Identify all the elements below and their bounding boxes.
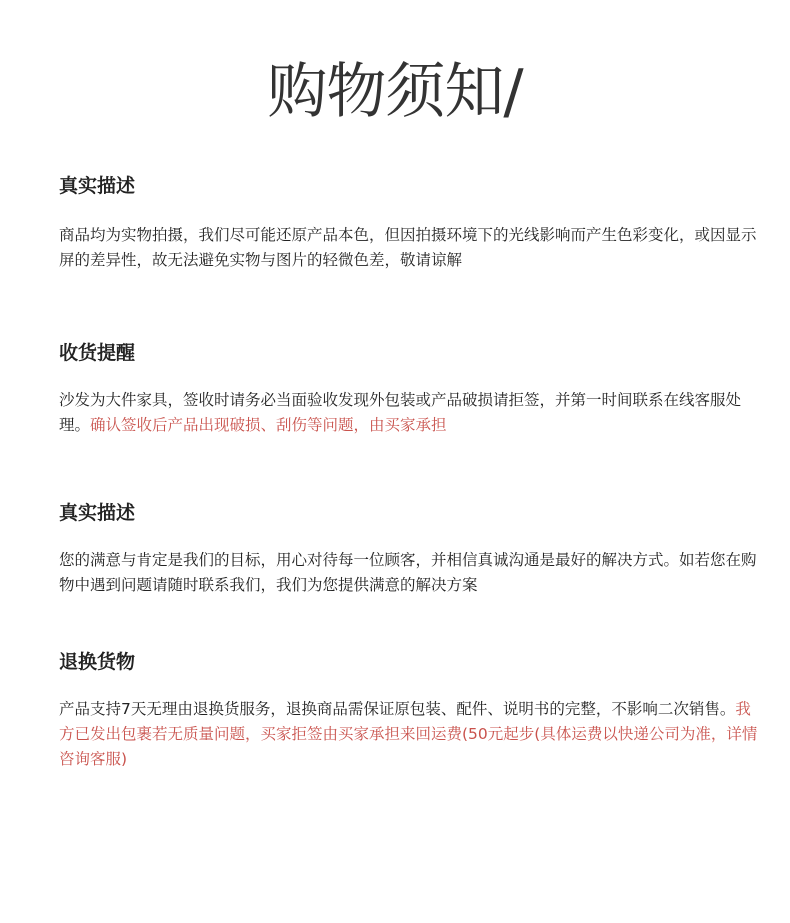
section-heading: 真实描述 xyxy=(59,502,136,524)
body-text: 产品支持7天无理由退换货服务，退换商品需保证原包装、配件、说明书的完整，不影响二次销售。 xyxy=(59,700,736,718)
section-heading: 退换货物 xyxy=(59,651,136,673)
section-text xyxy=(59,697,759,772)
warning-text: 确认签收后产品出现破损、刮伤等问题，由买家承担 xyxy=(90,416,447,434)
section-returns xyxy=(59,649,759,772)
warning-text: 我方已发出包裹若无质量问题，买家拒签由买家承担来回运费(50元起步(具体运费以快递公司为准，详情咨询客服) xyxy=(59,700,758,768)
body-text: 商品均为实物拍摄，我们尽可能还原产品本色，但因拍摄环境下的光线影响而产生色彩变化，或因显示屏的差异性，故无法避免实物与图片的轻微色差，敬请谅解 xyxy=(59,226,757,269)
section-heading: 收货提醒 xyxy=(59,342,136,364)
section-receipt-reminder xyxy=(59,340,759,438)
section-heading: 真实描述 xyxy=(59,175,136,197)
section-satisfaction xyxy=(59,500,759,598)
section-text xyxy=(59,548,759,598)
body-text: 沙发为大件家具，签收时请务必当面验收发现外包装或产品破损请拒签，并第一时间联系在线客服处理。 xyxy=(59,391,742,434)
page-title: 购物须知/ xyxy=(267,57,523,127)
section-description xyxy=(59,173,759,273)
body-text: 您的满意与肯定是我们的目标，用心对待每一位顾客，并相信真诚沟通是最好的解决方式。如若您在购物中遇到问题请随时联系我们，我们为您提供满意的解决方案 xyxy=(59,551,757,594)
section-text xyxy=(59,388,759,438)
section-text xyxy=(59,223,759,273)
